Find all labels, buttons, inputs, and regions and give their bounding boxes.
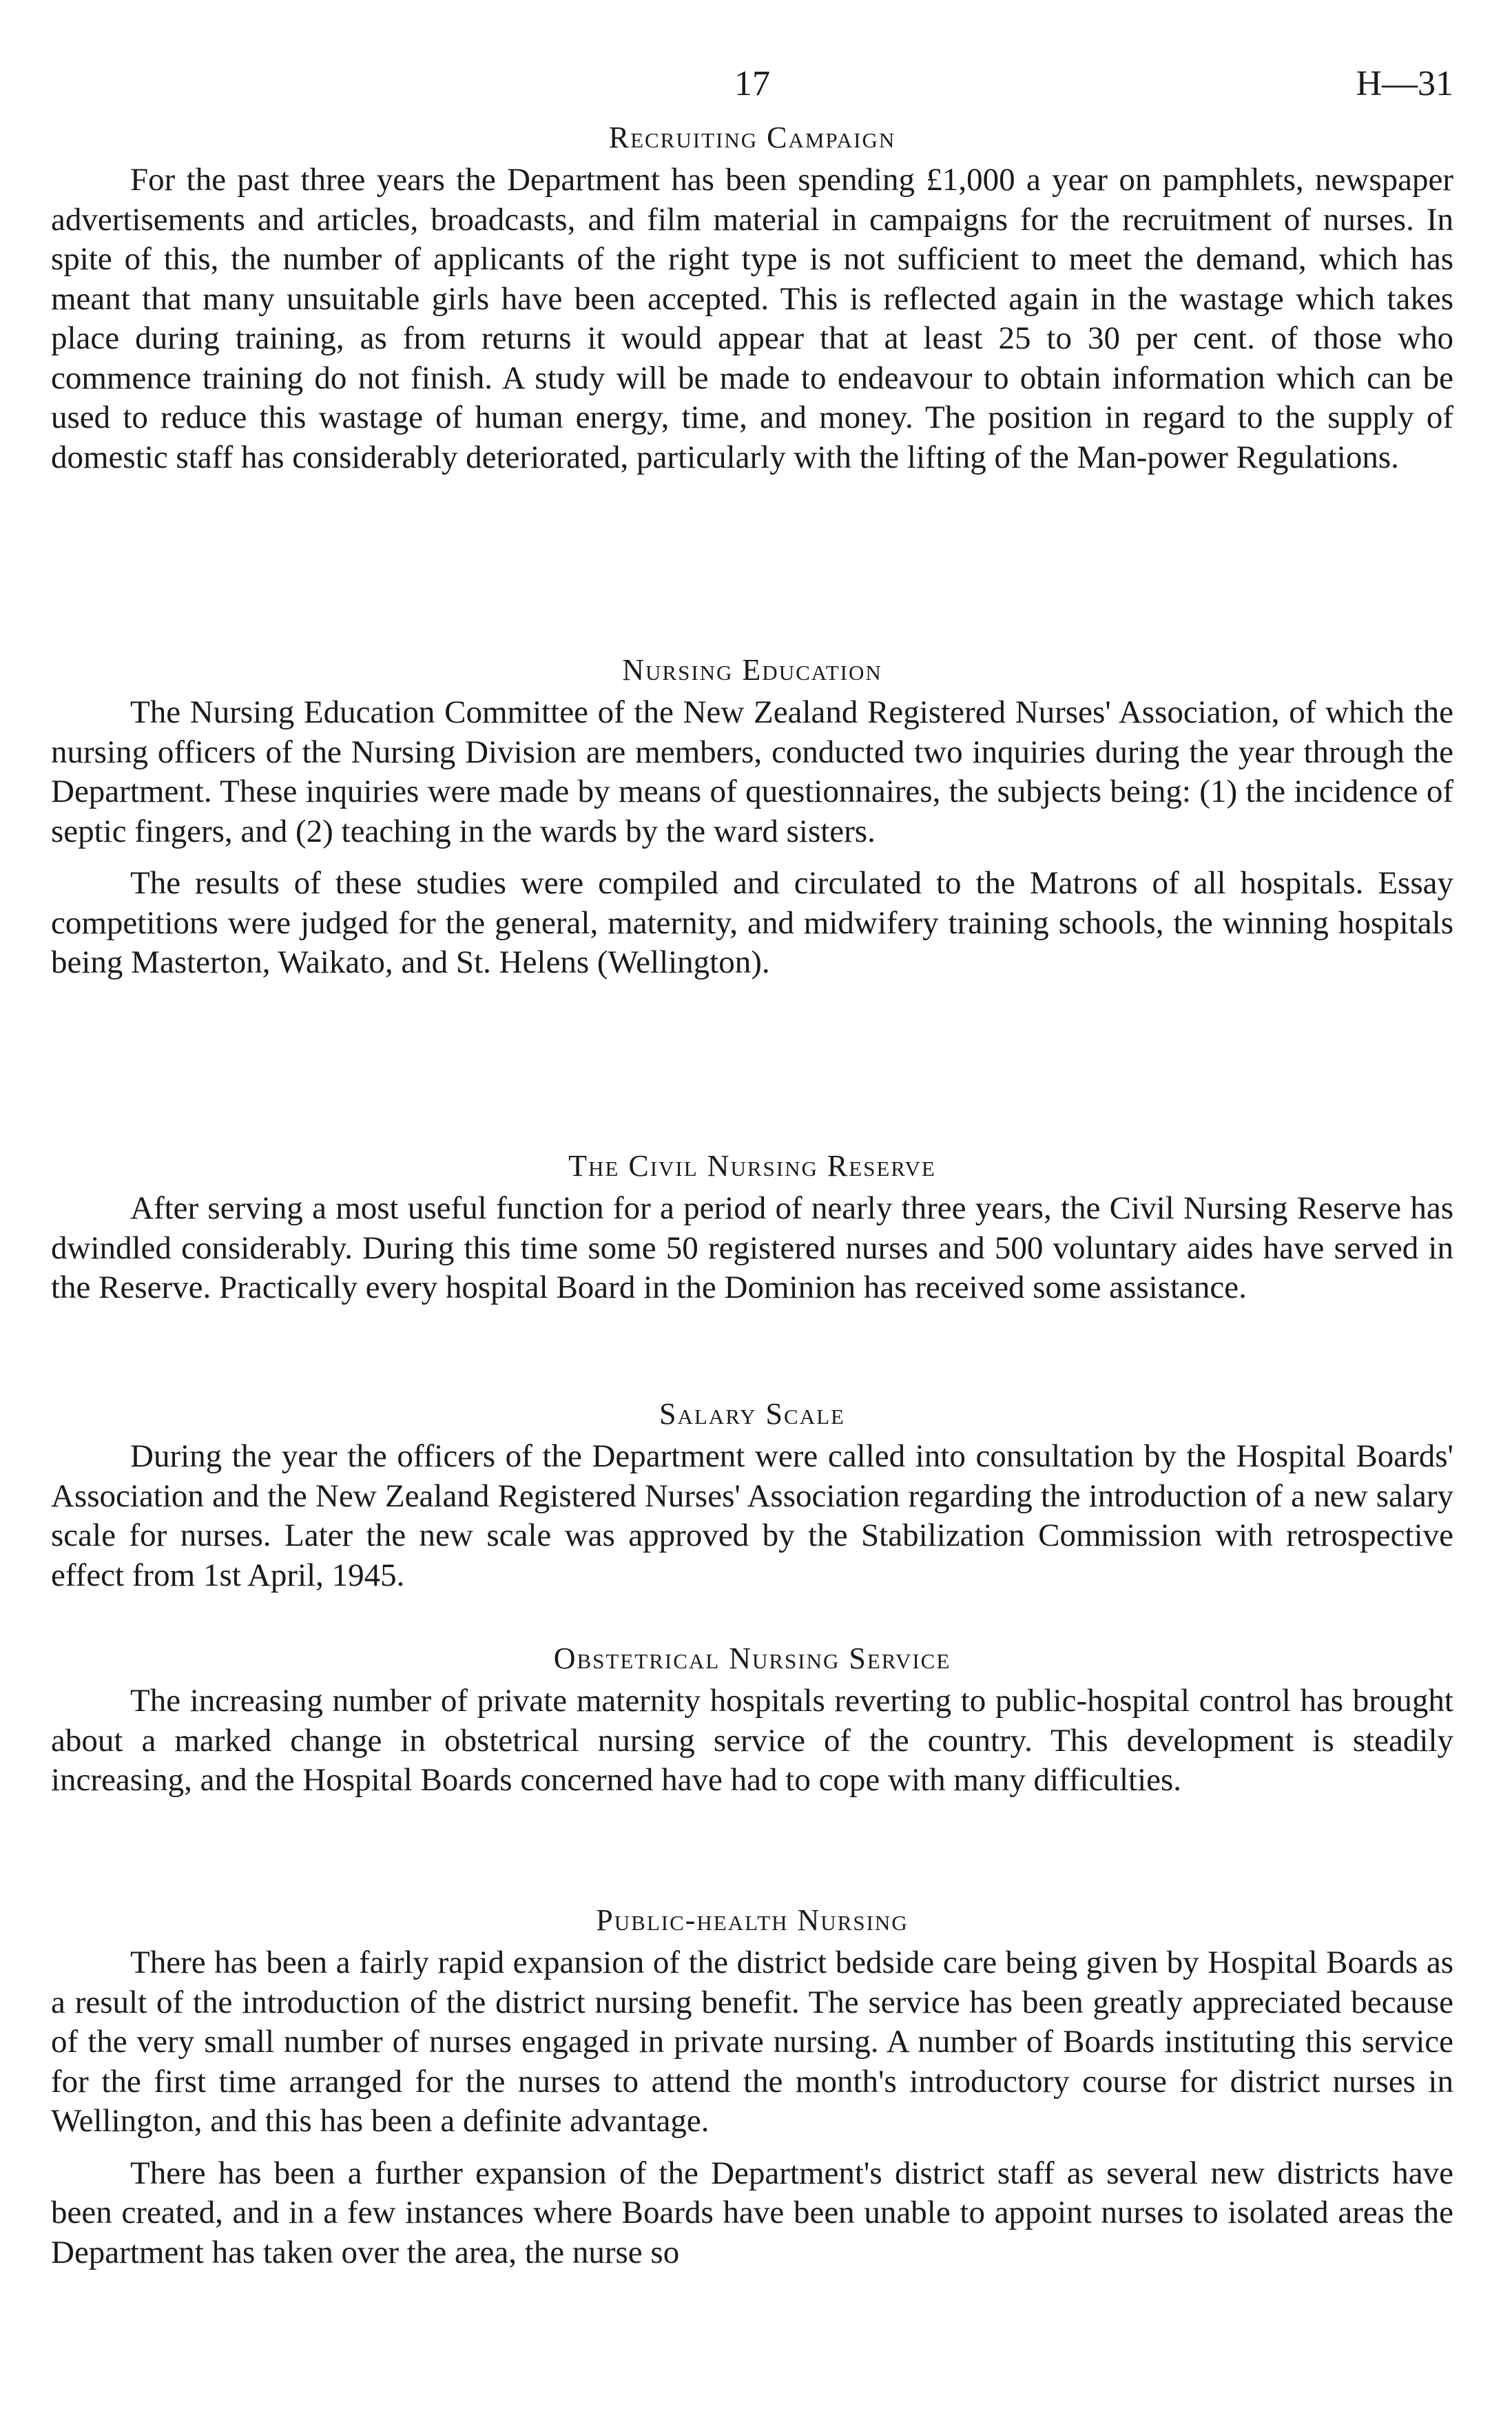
- paragraph: The Nursing Education Committee of the New Zealand Registered Nurses' Association, of which the nursing officers of the Nursing Division are members, conducted two inquiries during the year through the Department. These inquiries were made by means of questionnaires, the subjects being: (1) the incidence of septic fingers, and (2) teaching in the wards by the ward sisters.: [51, 694, 1453, 849]
- page-header: [51, 63, 1453, 118]
- paragraph: During the year the officers of the Department were called into consultation by the Hospital Boards' Association and the New Zealand Registered Nurses' Association regarding the introduction of a new salary scale for nurses. Later the new scale was approved by the Stabilization Commission with retrospective effect from 1st April, 1945.: [51, 1438, 1453, 1593]
- section-title: Recruiting Campaign: [608, 121, 896, 154]
- paragraph: The results of these studies were compiled and circulated to the Matrons of all hospitals. Essay competitions were judged for the general, maternity, and midwifery training schools, the winning hospitals being Masterton, Waikato, and St. Helens (Wellington).: [51, 865, 1453, 980]
- section-obstetrical-nursing-service: [51, 1641, 1453, 1801]
- page-number: 17: [734, 64, 770, 103]
- section-title: Salary Scale: [659, 1397, 845, 1431]
- section-title: Public-health Nursing: [596, 1903, 909, 1937]
- paragraph: The increasing number of private maternity hospitals reverting to public-hospital control has brought about a marked change in obstetrical nursing service of the country. This development is steadily increasing, and the Hospital Boards concerned have had to cope with many difficulties.: [51, 1683, 1453, 1798]
- document-reference: H—31: [1356, 64, 1453, 103]
- section-civil-nursing-reserve: [51, 1148, 1453, 1308]
- section-public-health-nursing: [51, 1903, 1453, 2272]
- paragraph: There has been a further expansion of the Department's district staff as several new districts have been created, and in a few instances where Boards have been unable to appoint nurses to isolated areas the Department has taken over the area, the nurse so: [51, 2155, 1453, 2270]
- document-page: [51, 63, 1453, 2270]
- section-title: Nursing Education: [622, 653, 882, 687]
- paragraph: There has been a fairly rapid expansion of the district bedside care being given by Hospital Boards as a result of the introduction of the district nursing benefit. The service has been greatly appreciated because of the very small number of nurses engaged in private nursing. A number of Boards instituting this service for the first time arranged for the nurses to attend the month's introductory course for district nurses in Wellington, and this has been a definite advantage.: [51, 1945, 1453, 2139]
- section-recruiting-campaign: [51, 120, 1453, 477]
- section-title: Obstetrical Nursing Service: [553, 1641, 951, 1675]
- paragraph: After serving a most useful function for a period of nearly three years, the Civil Nursing Reserve has dwindled considerably. During this time some 50 registered nurses and 500 voluntary aides have served in the Reserve. Practically every hospital Board in the Dominion has received some assistance.: [51, 1190, 1453, 1305]
- section-salary-scale: [51, 1396, 1453, 1595]
- section-nursing-education: [51, 652, 1453, 983]
- paragraph: For the past three years the Department has been spending £1,000 a year on pamphlets, newspaper advertisements and articles, broadcasts, and film material in campaigns for the recruitment of nurses. In spite of this, the number of applicants of the right type is not sufficient to meet the demand, which has meant that many unsuitable girls have been accepted. This is reflected again in the wastage which takes place during training, as from returns it would appear that at least 25 to 30 per cent. of those who commence training do not finish. A study will be made to endeavour to obtain information which can be used to reduce this wastage of human energy, time, and money. The position in regard to the supply of domestic staff has considerably deteriorated, particularly with the lifting of the Man-power Regulations.: [51, 162, 1453, 475]
- section-title: The Civil Nursing Reserve: [568, 1149, 936, 1183]
